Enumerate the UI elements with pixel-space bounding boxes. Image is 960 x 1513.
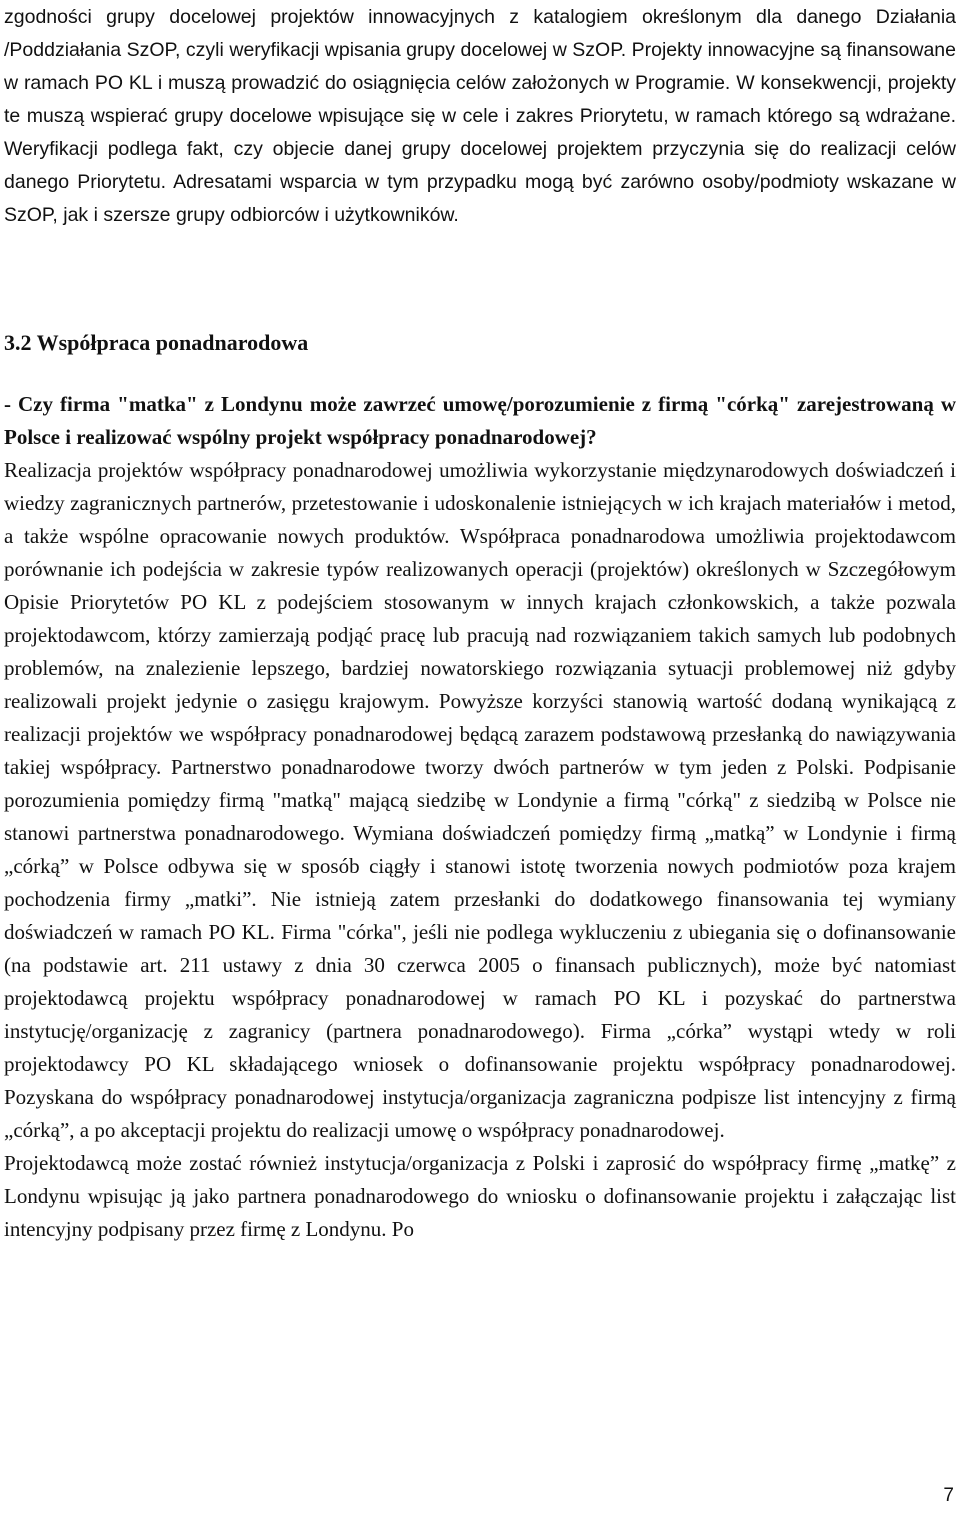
- intro-paragraph: zgodności grupy docelowej projektów innowacyjnych z katalogiem określonym dla danego Działania /Poddziałania SzOP, czyli weryfikacji wpisania grupy docelowej w SzOP. Projekty innowacyjne są finansowane w ramach PO KL i muszą prowadzić do osiągnięcia celów założonych w Programie. W konsekwencji, projekty te muszą wspierać grupy docelowe wpisujące się w cele i zakres Priorytetu, w ramach którego są wdrażane. Weryfikacji podlega fakt, czy objecie danej grupy docelowej projektem przyczynia się do realizacji celów danego Priorytetu. Adresatami wsparcia w tym przypadku mogą być zarówno osoby/podmioty wskazane w SzOP, jak i szersze grupy odbiorców i użytkowników.: [4, 6, 956, 226]
- answer-paragraph-1: Realizacja projektów współpracy ponadnarodowej umożliwia wykorzystanie międzynarodowych doświadczeń i wiedzy zagranicznych partnerów, przetestowanie i udoskonalenie istniejących w ich krajach materiałów i metod, a także wspólne opracowanie nowych produktów. Współpraca ponadnarodowa umożliwia projektodawcom porównanie ich podejścia w zakresie typów realizowanych operacji (projektów) określonych w Szczegółowym Opisie Priorytetów PO KL z podejściem stosowanym w innych krajach członkowskich, a także pozwala projektodawcom, którzy zamierzają podjąć pracę lub pracują nad rozwiązaniem takich samych lub podobnych problemów, na znalezienie lepszego, bardziej nowatorskiego rozwiązania sytuacji problemowej niż gdyby realizowali projekt jedynie o zasięgu krajowym. Powyższe korzyści stanowią wartość dodaną wynikającą z realizacji projektów we współpracy ponadnarodowej będącą zarazem podstawową przesłanką do nawiązywania takiej współpracy. Partnerstwo ponadnarodowe tworzy dwóch partnerów w tym jeden z Polski. Podpisanie porozumienia pomiędzy firmą "matką" mającą siedzibę w Londynie a firmą "córką" z siedzibą w Polsce nie stanowi partnerstwa ponadnarodowego. Wymiana doświadczeń pomiędzy firmą „matką” w Londynie i firmą „córką” w Polsce odbywa się w sposób ciągły i stanowi istotę tworzenia nowych podmiotów poza krajem pochodzenia firmy „matki”. Nie istnieją zatem przesłanki do dodatkowego finansowania tej wymiany doświadczeń w ramach PO KL. Firma "córka", jeśli nie podlega wykluczeniu z ubiegania się o dofinansowanie (na podstawie art. 211 ustawy z dnia 30 czerwca 2005 o finansach publicznych), może być natomiast projektodawcą projektu współpracy ponadnarodowej w ramach PO KL i pozyskać do partnerstwa instytucję/organizację z zagranicy (partnera ponadnarodowego). Firma „córka” wystąpi wtedy w roli projektodawcy PO KL składającego wniosek o dofinansowanie projektu współpracy ponadnarodowej. Pozyskana do współpracy ponadnarodowej instytucja/organizacja zagraniczna podpisze list intencyjny z firmą „córką”, a po akceptacji projektu do realizacji umowę o współpracy ponadnarodowej.: [4, 458, 956, 1142]
- qa-section: [4, 388, 956, 1246]
- page-number: 7: [943, 1485, 954, 1506]
- intro-section: [4, 0, 956, 232]
- question-text: - Czy firma "matka" z Londynu może zawrzeć umowę/porozumienie z firmą "córką" zarejestrowaną w Polsce i realizować wspólny projekt współpracy ponadnarodowej?: [4, 392, 956, 449]
- section-heading: 3.2 Współpraca ponadnarodowa: [4, 330, 309, 355]
- answer-paragraph-2: Projektodawcą może zostać również instytucja/organizacja z Polski i zaprosić do współpracy firmę „matkę” z Londynu wpisując ją jako partnera ponadnarodowego do wniosku o dofinansowanie projektu i załączając list intencyjny podpisany przez firmę z Londynu. Po: [4, 1151, 956, 1241]
